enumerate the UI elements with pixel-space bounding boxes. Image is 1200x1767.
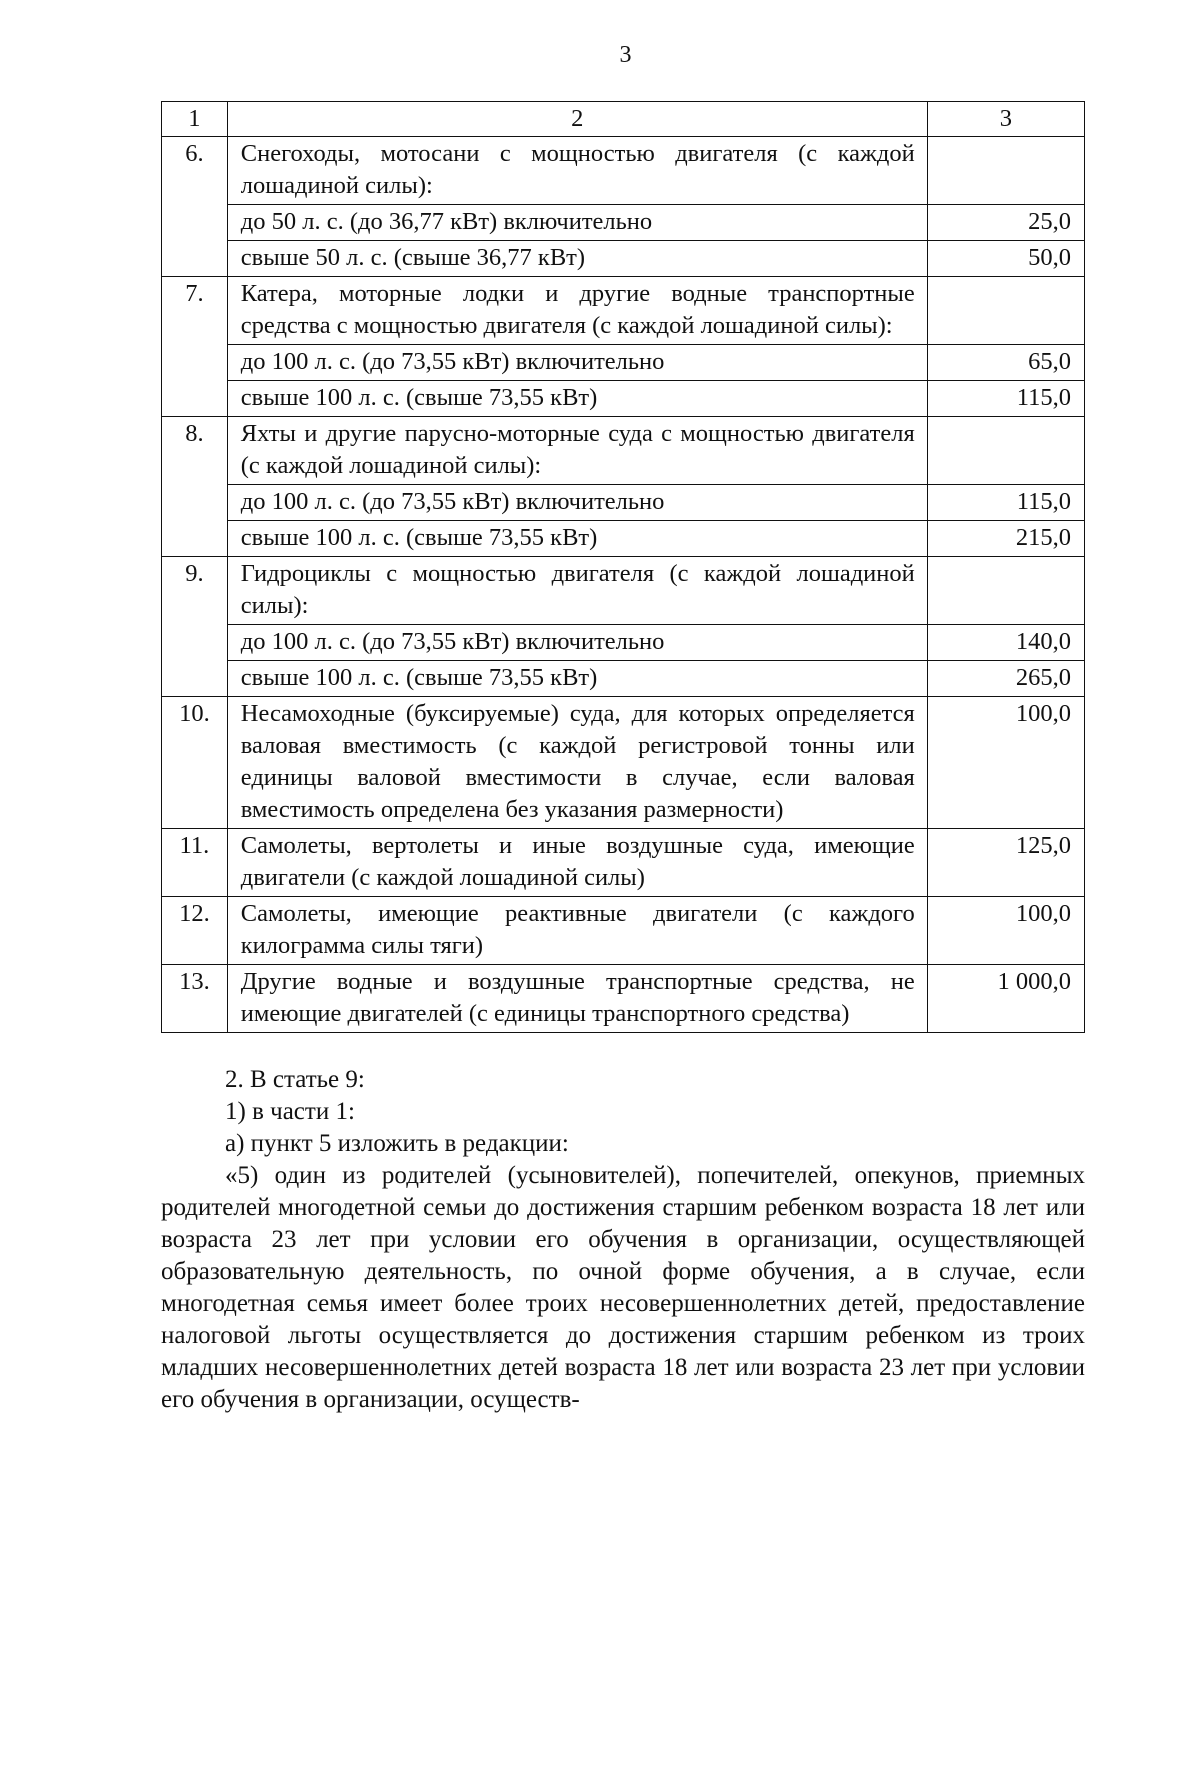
row-title: Снегоходы, мотосани с мощностью двигателя (с каждой лошадиной силы):	[227, 137, 927, 205]
row-number: 13.	[162, 965, 228, 1033]
table-row	[162, 557, 1085, 625]
subrow-rate: 215,0	[927, 521, 1084, 557]
row-title: Катера, моторные лодки и другие водные транспортные средства с мощностью двигателя (с каждой лошадиной силы):	[227, 277, 927, 345]
row-title: Гидроциклы с мощностью двигателя (с каждой лошадиной силы):	[227, 557, 927, 625]
row-title: Несамоходные (буксируемые) суда, для которых определяется валовая вместимость (с каждой регистровой тонны или единицы валовой вместимости в случае, если валовая вместимость определена без указания размерности)	[227, 697, 927, 829]
page-number: 3	[619, 42, 632, 68]
table-subrow	[162, 205, 1085, 241]
table-subrow	[162, 381, 1085, 417]
column-header-3: 3	[927, 102, 1084, 137]
column-header-1: 1	[162, 102, 228, 137]
row-number: 8.	[162, 417, 228, 557]
row-title: Самолеты, вертолеты и иные воздушные суда, имеющие двигатели (с каждой лошадиной силы)	[227, 829, 927, 897]
paragraph-point: а) пункт 5 изложить в редакции:	[225, 1130, 569, 1157]
table-row	[162, 697, 1085, 829]
table-row	[162, 417, 1085, 485]
row-number: 9.	[162, 557, 228, 697]
table-row	[162, 897, 1085, 965]
row-rate: 100,0	[927, 897, 1084, 965]
table-subrow	[162, 485, 1085, 521]
table-row	[162, 277, 1085, 345]
subrow-rate: 265,0	[927, 661, 1084, 697]
table-row	[162, 965, 1085, 1033]
subrow-rate: 115,0	[927, 485, 1084, 521]
subrow-rate: 65,0	[927, 345, 1084, 381]
table-header-row	[162, 102, 1085, 137]
row-title: Самолеты, имеющие реактивные двигатели (с каждого килограмма силы тяги)	[227, 897, 927, 965]
subrow-rate: 50,0	[927, 241, 1084, 277]
subrow-label: свыше 50 л. с. (свыше 36,77 кВт)	[227, 241, 927, 277]
row-rate	[927, 277, 1084, 345]
row-rate	[927, 417, 1084, 485]
subrow-rate: 140,0	[927, 625, 1084, 661]
subrow-label: свыше 100 л. с. (свыше 73,55 кВт)	[227, 521, 927, 557]
row-rate: 1 000,0	[927, 965, 1084, 1033]
subrow-label: до 100 л. с. (до 73,55 кВт) включительно	[227, 625, 927, 661]
row-number: 6.	[162, 137, 228, 277]
subrow-rate: 115,0	[927, 381, 1084, 417]
table-row	[162, 137, 1085, 205]
row-title: Другие водные и воздушные транспортные средства, не имеющие двигателей (с единицы транспортного средства)	[227, 965, 927, 1033]
table-subrow	[162, 241, 1085, 277]
row-rate	[927, 557, 1084, 625]
row-number: 10.	[162, 697, 228, 829]
row-number: 12.	[162, 897, 228, 965]
table-subrow	[162, 521, 1085, 557]
row-number: 7.	[162, 277, 228, 417]
row-title: Яхты и другие парусно-моторные суда с мощностью двигателя (с каждой лошадиной силы):	[227, 417, 927, 485]
body-text	[161, 1064, 1085, 1416]
subrow-label: свыше 100 л. с. (свыше 73,55 кВт)	[227, 661, 927, 697]
row-rate: 125,0	[927, 829, 1084, 897]
paragraph-part: 1) в части 1:	[225, 1098, 355, 1125]
subrow-label: до 100 л. с. (до 73,55 кВт) включительно	[227, 485, 927, 521]
table-row	[162, 829, 1085, 897]
row-rate	[927, 137, 1084, 205]
row-rate: 100,0	[927, 697, 1084, 829]
column-header-2: 2	[227, 102, 927, 137]
tax-rate-table	[161, 101, 1085, 1033]
subrow-rate: 25,0	[927, 205, 1084, 241]
subrow-label: до 50 л. с. (до 36,77 кВт) включительно	[227, 205, 927, 241]
row-number: 11.	[162, 829, 228, 897]
paragraph-quote: «5) один из родителей (усыновителей), попечителей, опекунов, приемных родителей многодетной семьи до достижения старшим ребенком возраста 18 лет или возраста 23 лет при условии его обучения в организации, осуществляющей образовательную деятельность, по очной форме обучения, а в случае, если многодетная семья имеет более троих несовершеннолетних детей, предоставление налоговой льготы осуществляется до достижения старшим ребенком из троих младших несовершеннолетних детей возраста 18 лет или возраста 23 лет при условии его обучения в организации, осуществ-	[161, 1162, 1085, 1413]
subrow-label: до 100 л. с. (до 73,55 кВт) включительно	[227, 345, 927, 381]
paragraph-article: 2. В статье 9:	[225, 1066, 365, 1093]
table-subrow	[162, 345, 1085, 381]
table-subrow	[162, 625, 1085, 661]
subrow-label: свыше 100 л. с. (свыше 73,55 кВт)	[227, 381, 927, 417]
table-subrow	[162, 661, 1085, 697]
